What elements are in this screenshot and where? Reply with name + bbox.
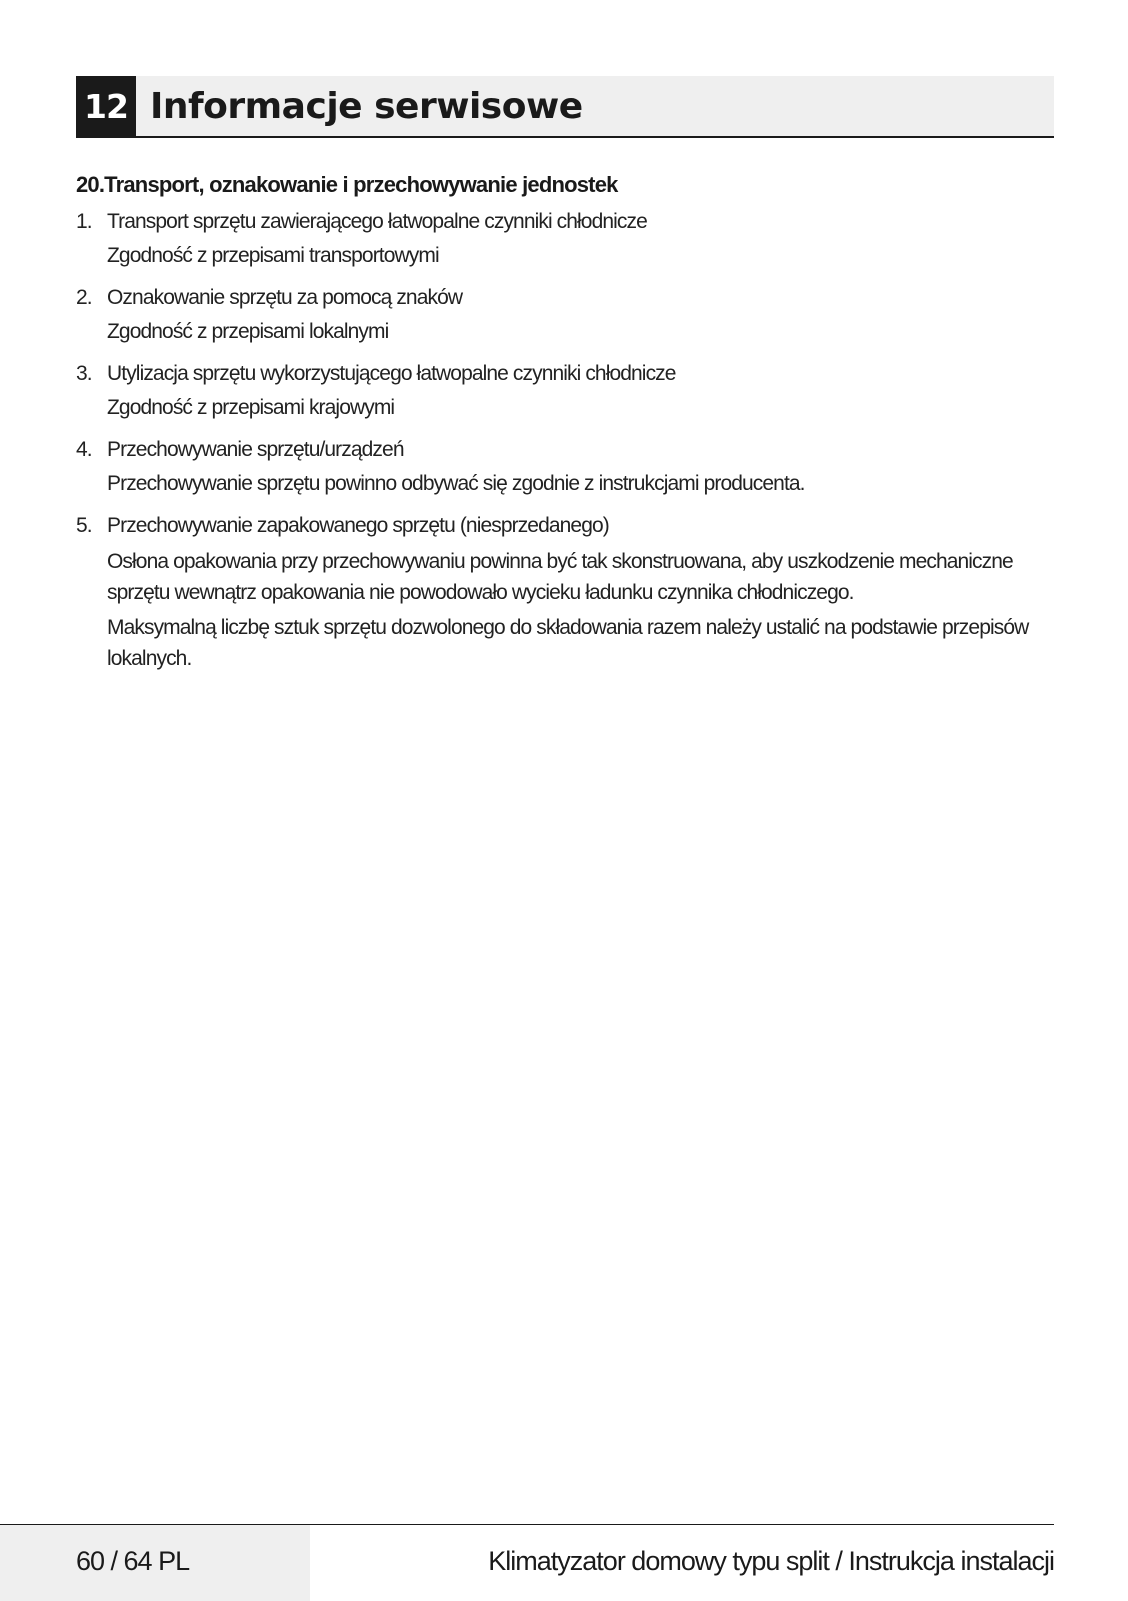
item-text: Zgodność z przepisami lokalnymi — [107, 320, 389, 343]
chapter-number: 12 — [76, 76, 136, 136]
list-item-4 — [76, 434, 1056, 500]
item-text: Osłona opakowania przy przechowywaniu powinna być tak skonstruowana, aby uszkodzenie mechaniczne sprzętu wewnątrz opakowania nie powodowało wycieku ładunku czynnika chłodniczego. — [107, 550, 1013, 604]
item-text: Zgodność z przepisami krajowymi — [107, 396, 395, 419]
item-number: 1. — [76, 210, 92, 233]
item-text: Maksymalną liczbę sztuk sprzętu dozwolonego do składowania razem należy ustalić na podstawie przepisów lokalnych. — [107, 616, 1029, 670]
page-number: 60 / 64 PL — [76, 1546, 190, 1576]
list-item-1 — [76, 206, 1056, 272]
item-title: Przechowywanie sprzętu/urządzeń — [107, 438, 404, 461]
list-item-2 — [76, 282, 1056, 348]
item-title: Przechowywanie zapakowanego sprzętu (niesprzedanego) — [107, 514, 609, 537]
chapter-header — [76, 76, 1054, 138]
item-title: Transport sprzętu zawierającego łatwopalne czynniki chłodnicze — [107, 210, 647, 233]
list-item-5 — [76, 510, 1056, 674]
section-heading: 20.Transport, oznakowanie i przechowywanie jednostek — [76, 172, 618, 197]
section-transport — [76, 170, 1056, 684]
item-text: Zgodność z przepisami transportowymi — [107, 244, 439, 267]
item-list — [76, 206, 1056, 674]
item-number: 4. — [76, 438, 92, 461]
item-number: 3. — [76, 362, 92, 385]
item-text: Przechowywanie sprzętu powinno odbywać się zgodnie z instrukcjami producenta. — [107, 472, 805, 495]
item-number: 2. — [76, 286, 92, 309]
item-number: 5. — [76, 514, 92, 537]
chapter-title: Informacje serwisowe — [150, 85, 583, 127]
item-title: Utylizacja sprzętu wykorzystującego łatwopalne czynniki chłodnicze — [107, 362, 676, 385]
document-title: Klimatyzator domowy typu split / Instrukcja instalacji — [488, 1546, 1054, 1576]
list-item-3 — [76, 358, 1056, 424]
item-title: Oznakowanie sprzętu za pomocą znaków — [107, 286, 463, 309]
